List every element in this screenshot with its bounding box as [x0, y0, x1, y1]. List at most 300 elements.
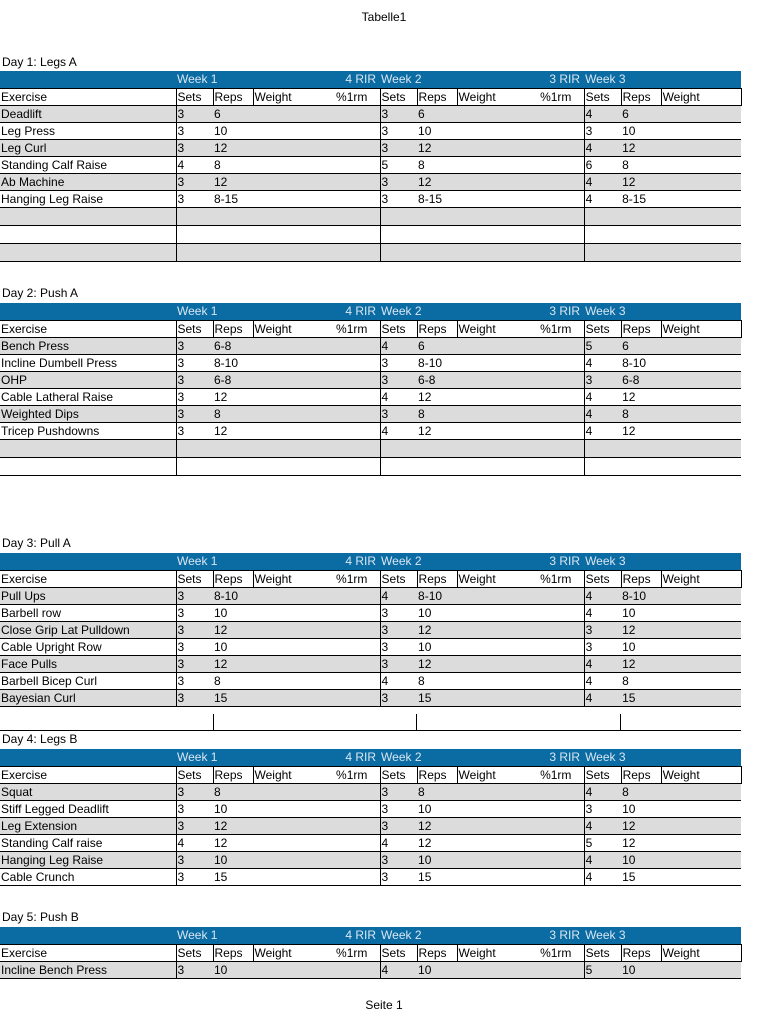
sets-cell[interactable]: 4	[584, 672, 621, 689]
weight-cell[interactable]	[661, 405, 741, 422]
empty-cell[interactable]	[0, 225, 176, 243]
reps-cell[interactable]: 10	[213, 800, 253, 817]
sets-cell[interactable]: 3	[380, 655, 417, 672]
reps-cell[interactable]: 12	[417, 139, 457, 156]
sets-cell[interactable]: 3	[380, 783, 417, 800]
reps-cell[interactable]: 12	[417, 173, 457, 190]
reps-cell[interactable]: 8	[213, 672, 253, 689]
reps-cell[interactable]: 12	[621, 655, 661, 672]
weight-cell[interactable]	[661, 122, 741, 139]
weight-cell[interactable]	[253, 834, 335, 851]
reps-cell[interactable]: 10	[417, 604, 457, 621]
sets-cell[interactable]: 3	[176, 371, 213, 388]
rm-cell[interactable]	[539, 190, 584, 207]
sets-cell[interactable]: 3	[584, 800, 621, 817]
weight-cell[interactable]	[457, 354, 539, 371]
weight-cell[interactable]	[253, 156, 335, 173]
sets-cell[interactable]: 3	[380, 190, 417, 207]
empty-cell[interactable]	[380, 439, 584, 457]
weight-cell[interactable]	[253, 604, 335, 621]
empty-cell[interactable]	[176, 225, 380, 243]
exercise-name[interactable]: Leg Press	[0, 122, 176, 139]
sets-cell[interactable]: 4	[584, 868, 621, 885]
weight-cell[interactable]	[457, 371, 539, 388]
rm-cell[interactable]	[539, 783, 584, 800]
sets-cell[interactable]: 4	[176, 156, 213, 173]
rm-cell[interactable]	[539, 961, 584, 978]
sets-cell[interactable]: 3	[176, 405, 213, 422]
sets-cell[interactable]: 3	[176, 638, 213, 655]
weight-cell[interactable]	[253, 354, 335, 371]
rm-cell[interactable]	[539, 156, 584, 173]
reps-cell[interactable]: 8	[213, 405, 253, 422]
sets-cell[interactable]: 3	[176, 173, 213, 190]
sets-cell[interactable]: 3	[176, 122, 213, 139]
sets-cell[interactable]: 4	[584, 587, 621, 604]
sets-cell[interactable]: 3	[584, 122, 621, 139]
reps-cell[interactable]: 15	[417, 868, 457, 885]
exercise-name[interactable]: Close Grip Lat Pulldown	[0, 621, 176, 638]
reps-cell[interactable]: 10	[213, 851, 253, 868]
weight-cell[interactable]	[661, 354, 741, 371]
sets-cell[interactable]: 5	[584, 961, 621, 978]
exercise-name[interactable]: Weighted Dips	[0, 405, 176, 422]
sets-cell[interactable]: 3	[176, 689, 213, 706]
sets-cell[interactable]: 3	[380, 173, 417, 190]
rm-cell[interactable]	[335, 800, 380, 817]
rm-cell[interactable]	[335, 173, 380, 190]
rm-cell[interactable]	[539, 139, 584, 156]
weight-cell[interactable]	[457, 337, 539, 354]
weight-cell[interactable]	[253, 689, 335, 706]
reps-cell[interactable]: 10	[621, 961, 661, 978]
reps-cell[interactable]: 12	[213, 388, 253, 405]
reps-cell[interactable]: 12	[417, 655, 457, 672]
reps-cell[interactable]: 12	[213, 655, 253, 672]
exercise-name[interactable]: OHP	[0, 371, 176, 388]
rm-cell[interactable]	[539, 655, 584, 672]
sets-cell[interactable]: 3	[176, 672, 213, 689]
empty-cell[interactable]	[584, 207, 741, 225]
reps-cell[interactable]: 8	[621, 672, 661, 689]
weight-cell[interactable]	[457, 961, 539, 978]
weight-cell[interactable]	[457, 388, 539, 405]
weight-cell[interactable]	[253, 371, 335, 388]
empty-cell[interactable]	[176, 439, 380, 457]
weight-cell[interactable]	[457, 587, 539, 604]
sets-cell[interactable]: 3	[380, 689, 417, 706]
sets-cell[interactable]: 3	[176, 587, 213, 604]
weight-cell[interactable]	[661, 604, 741, 621]
rm-cell[interactable]	[539, 834, 584, 851]
reps-cell[interactable]: 8	[417, 783, 457, 800]
sets-cell[interactable]: 3	[176, 868, 213, 885]
exercise-name[interactable]: Barbell Bicep Curl	[0, 672, 176, 689]
rm-cell[interactable]	[335, 672, 380, 689]
weight-cell[interactable]	[253, 800, 335, 817]
weight-cell[interactable]	[457, 800, 539, 817]
weight-cell[interactable]	[661, 621, 741, 638]
reps-cell[interactable]: 12	[621, 139, 661, 156]
empty-cell[interactable]	[0, 439, 176, 457]
sets-cell[interactable]: 3	[380, 851, 417, 868]
weight-cell[interactable]	[661, 173, 741, 190]
weight-cell[interactable]	[253, 122, 335, 139]
exercise-name[interactable]: Pull Ups	[0, 587, 176, 604]
rm-cell[interactable]	[335, 122, 380, 139]
sets-cell[interactable]: 3	[176, 337, 213, 354]
rm-cell[interactable]	[335, 587, 380, 604]
sets-cell[interactable]: 3	[380, 621, 417, 638]
rm-cell[interactable]	[539, 173, 584, 190]
reps-cell[interactable]: 8-15	[213, 190, 253, 207]
weight-cell[interactable]	[661, 834, 741, 851]
weight-cell[interactable]	[661, 638, 741, 655]
weight-cell[interactable]	[457, 105, 539, 122]
reps-cell[interactable]: 10	[417, 638, 457, 655]
reps-cell[interactable]: 8-10	[213, 354, 253, 371]
rm-cell[interactable]	[539, 587, 584, 604]
weight-cell[interactable]	[253, 638, 335, 655]
exercise-name[interactable]: Tricep Pushdowns	[0, 422, 176, 439]
weight-cell[interactable]	[457, 689, 539, 706]
weight-cell[interactable]	[661, 422, 741, 439]
sets-cell[interactable]: 3	[176, 388, 213, 405]
rm-cell[interactable]	[539, 337, 584, 354]
weight-cell[interactable]	[253, 817, 335, 834]
weight-cell[interactable]	[457, 422, 539, 439]
sets-cell[interactable]: 4	[380, 422, 417, 439]
sets-cell[interactable]: 3	[380, 868, 417, 885]
weight-cell[interactable]	[253, 190, 335, 207]
blank-row[interactable]	[0, 714, 741, 731]
rm-cell[interactable]	[335, 783, 380, 800]
empty-cell[interactable]	[380, 225, 584, 243]
sets-cell[interactable]: 3	[176, 851, 213, 868]
reps-cell[interactable]: 8-10	[621, 587, 661, 604]
reps-cell[interactable]: 10	[417, 961, 457, 978]
exercise-name[interactable]: Incline Dumbell Press	[0, 354, 176, 371]
weight-cell[interactable]	[457, 122, 539, 139]
rm-cell[interactable]	[335, 190, 380, 207]
weight-cell[interactable]	[253, 655, 335, 672]
weight-cell[interactable]	[457, 190, 539, 207]
reps-cell[interactable]: 15	[417, 689, 457, 706]
rm-cell[interactable]	[335, 689, 380, 706]
rm-cell[interactable]	[539, 354, 584, 371]
reps-cell[interactable]: 12	[417, 422, 457, 439]
reps-cell[interactable]: 10	[417, 800, 457, 817]
reps-cell[interactable]: 12	[621, 422, 661, 439]
sets-cell[interactable]: 4	[584, 173, 621, 190]
rm-cell[interactable]	[539, 405, 584, 422]
weight-cell[interactable]	[457, 156, 539, 173]
exercise-name[interactable]: Cable Upright Row	[0, 638, 176, 655]
sets-cell[interactable]: 5	[584, 337, 621, 354]
reps-cell[interactable]: 10	[621, 800, 661, 817]
sets-cell[interactable]: 3	[176, 105, 213, 122]
reps-cell[interactable]: 12	[621, 173, 661, 190]
sets-cell[interactable]: 4	[380, 961, 417, 978]
weight-cell[interactable]	[253, 422, 335, 439]
sets-cell[interactable]: 4	[380, 672, 417, 689]
sets-cell[interactable]: 3	[380, 139, 417, 156]
rm-cell[interactable]	[335, 105, 380, 122]
weight-cell[interactable]	[253, 139, 335, 156]
rm-cell[interactable]	[539, 371, 584, 388]
reps-cell[interactable]: 15	[621, 868, 661, 885]
weight-cell[interactable]	[661, 961, 741, 978]
exercise-name[interactable]: Cable Latheral Raise	[0, 388, 176, 405]
rm-cell[interactable]	[335, 371, 380, 388]
empty-cell[interactable]	[0, 457, 176, 475]
weight-cell[interactable]	[253, 405, 335, 422]
reps-cell[interactable]: 6	[621, 105, 661, 122]
reps-cell[interactable]: 12	[417, 388, 457, 405]
reps-cell[interactable]: 8	[417, 672, 457, 689]
weight-cell[interactable]	[457, 851, 539, 868]
sets-cell[interactable]: 4	[584, 604, 621, 621]
weight-cell[interactable]	[253, 851, 335, 868]
sets-cell[interactable]: 3	[176, 655, 213, 672]
reps-cell[interactable]: 8	[621, 156, 661, 173]
sets-cell[interactable]: 3	[380, 122, 417, 139]
sets-cell[interactable]: 4	[176, 834, 213, 851]
rm-cell[interactable]	[539, 105, 584, 122]
empty-cell[interactable]	[176, 457, 380, 475]
exercise-name[interactable]: Ab Machine	[0, 173, 176, 190]
reps-cell[interactable]: 8	[621, 783, 661, 800]
sets-cell[interactable]: 3	[176, 783, 213, 800]
weight-cell[interactable]	[457, 139, 539, 156]
reps-cell[interactable]: 6-8	[213, 371, 253, 388]
reps-cell[interactable]: 12	[417, 817, 457, 834]
empty-cell[interactable]	[0, 207, 176, 225]
reps-cell[interactable]: 6	[213, 105, 253, 122]
rm-cell[interactable]	[539, 851, 584, 868]
sets-cell[interactable]: 3	[176, 621, 213, 638]
weight-cell[interactable]	[457, 173, 539, 190]
sets-cell[interactable]: 4	[584, 783, 621, 800]
reps-cell[interactable]: 6-8	[621, 371, 661, 388]
sets-cell[interactable]: 4	[584, 422, 621, 439]
reps-cell[interactable]: 12	[213, 817, 253, 834]
sets-cell[interactable]: 3	[380, 354, 417, 371]
exercise-name[interactable]: Hanging Leg Raise	[0, 851, 176, 868]
weight-cell[interactable]	[253, 783, 335, 800]
rm-cell[interactable]	[539, 388, 584, 405]
sets-cell[interactable]: 3	[380, 638, 417, 655]
reps-cell[interactable]: 12	[213, 621, 253, 638]
sets-cell[interactable]: 4	[584, 139, 621, 156]
weight-cell[interactable]	[661, 337, 741, 354]
weight-cell[interactable]	[457, 604, 539, 621]
weight-cell[interactable]	[457, 655, 539, 672]
rm-cell[interactable]	[335, 405, 380, 422]
rm-cell[interactable]	[539, 689, 584, 706]
weight-cell[interactable]	[457, 783, 539, 800]
reps-cell[interactable]: 10	[213, 961, 253, 978]
sets-cell[interactable]: 4	[380, 388, 417, 405]
weight-cell[interactable]	[253, 173, 335, 190]
exercise-name[interactable]: Incline Bench Press	[0, 961, 176, 978]
rm-cell[interactable]	[539, 817, 584, 834]
weight-cell[interactable]	[253, 105, 335, 122]
reps-cell[interactable]: 12	[621, 621, 661, 638]
reps-cell[interactable]: 10	[621, 122, 661, 139]
exercise-name[interactable]: Bayesian Curl	[0, 689, 176, 706]
empty-cell[interactable]	[176, 243, 380, 261]
reps-cell[interactable]: 12	[213, 173, 253, 190]
sets-cell[interactable]: 4	[380, 337, 417, 354]
reps-cell[interactable]: 6-8	[417, 371, 457, 388]
rm-cell[interactable]	[335, 337, 380, 354]
empty-cell[interactable]	[0, 243, 176, 261]
rm-cell[interactable]	[539, 638, 584, 655]
rm-cell[interactable]	[335, 834, 380, 851]
weight-cell[interactable]	[661, 190, 741, 207]
reps-cell[interactable]: 10	[417, 122, 457, 139]
exercise-name[interactable]: Bench Press	[0, 337, 176, 354]
exercise-name[interactable]: Deadlift	[0, 105, 176, 122]
sets-cell[interactable]: 4	[584, 817, 621, 834]
reps-cell[interactable]: 8-10	[417, 587, 457, 604]
sets-cell[interactable]: 3	[176, 190, 213, 207]
reps-cell[interactable]: 6-8	[213, 337, 253, 354]
reps-cell[interactable]: 10	[621, 604, 661, 621]
sets-cell[interactable]: 3	[380, 800, 417, 817]
sets-cell[interactable]: 3	[380, 817, 417, 834]
weight-cell[interactable]	[661, 587, 741, 604]
weight-cell[interactable]	[253, 621, 335, 638]
sets-cell[interactable]: 4	[380, 834, 417, 851]
rm-cell[interactable]	[335, 156, 380, 173]
rm-cell[interactable]	[335, 655, 380, 672]
exercise-name[interactable]: Leg Curl	[0, 139, 176, 156]
exercise-name[interactable]: Standing Calf raise	[0, 834, 176, 851]
sets-cell[interactable]: 4	[380, 587, 417, 604]
rm-cell[interactable]	[335, 851, 380, 868]
exercise-name[interactable]: Hanging Leg Raise	[0, 190, 176, 207]
weight-cell[interactable]	[457, 868, 539, 885]
rm-cell[interactable]	[539, 672, 584, 689]
rm-cell[interactable]	[335, 961, 380, 978]
exercise-name[interactable]: Stiff Legged Deadlift	[0, 800, 176, 817]
weight-cell[interactable]	[661, 371, 741, 388]
reps-cell[interactable]: 12	[621, 817, 661, 834]
reps-cell[interactable]: 10	[213, 122, 253, 139]
rm-cell[interactable]	[539, 422, 584, 439]
rm-cell[interactable]	[539, 604, 584, 621]
sets-cell[interactable]: 3	[380, 405, 417, 422]
reps-cell[interactable]: 6	[417, 105, 457, 122]
sets-cell[interactable]: 4	[584, 105, 621, 122]
sets-cell[interactable]: 3	[176, 139, 213, 156]
weight-cell[interactable]	[661, 672, 741, 689]
sets-cell[interactable]: 4	[584, 405, 621, 422]
sets-cell[interactable]: 4	[584, 190, 621, 207]
weight-cell[interactable]	[661, 851, 741, 868]
exercise-name[interactable]: Cable Crunch	[0, 868, 176, 885]
exercise-name[interactable]: Standing Calf Raise	[0, 156, 176, 173]
weight-cell[interactable]	[661, 783, 741, 800]
reps-cell[interactable]: 8-10	[417, 354, 457, 371]
reps-cell[interactable]: 12	[621, 388, 661, 405]
weight-cell[interactable]	[253, 672, 335, 689]
sets-cell[interactable]: 5	[380, 156, 417, 173]
empty-cell[interactable]	[176, 207, 380, 225]
rm-cell[interactable]	[539, 621, 584, 638]
empty-cell[interactable]	[584, 439, 741, 457]
reps-cell[interactable]: 8	[417, 405, 457, 422]
weight-cell[interactable]	[661, 689, 741, 706]
reps-cell[interactable]: 8	[213, 783, 253, 800]
reps-cell[interactable]: 12	[417, 834, 457, 851]
rm-cell[interactable]	[335, 422, 380, 439]
reps-cell[interactable]: 12	[213, 422, 253, 439]
reps-cell[interactable]: 6	[417, 337, 457, 354]
sets-cell[interactable]: 5	[584, 834, 621, 851]
sets-cell[interactable]: 3	[584, 371, 621, 388]
reps-cell[interactable]: 8-10	[621, 354, 661, 371]
sets-cell[interactable]: 3	[176, 604, 213, 621]
weight-cell[interactable]	[661, 139, 741, 156]
sets-cell[interactable]: 6	[584, 156, 621, 173]
sets-cell[interactable]: 3	[176, 800, 213, 817]
sets-cell[interactable]: 3	[380, 604, 417, 621]
rm-cell[interactable]	[335, 817, 380, 834]
sets-cell[interactable]: 3	[584, 621, 621, 638]
weight-cell[interactable]	[457, 834, 539, 851]
sets-cell[interactable]: 3	[584, 638, 621, 655]
empty-cell[interactable]	[584, 457, 741, 475]
reps-cell[interactable]: 10	[213, 638, 253, 655]
weight-cell[interactable]	[661, 388, 741, 405]
exercise-name[interactable]: Barbell row	[0, 604, 176, 621]
weight-cell[interactable]	[253, 337, 335, 354]
weight-cell[interactable]	[253, 868, 335, 885]
rm-cell[interactable]	[539, 868, 584, 885]
rm-cell[interactable]	[335, 354, 380, 371]
sets-cell[interactable]: 4	[584, 689, 621, 706]
reps-cell[interactable]: 10	[621, 638, 661, 655]
reps-cell[interactable]: 6	[621, 337, 661, 354]
reps-cell[interactable]: 12	[213, 139, 253, 156]
weight-cell[interactable]	[457, 621, 539, 638]
sets-cell[interactable]: 4	[584, 851, 621, 868]
reps-cell[interactable]: 10	[213, 604, 253, 621]
weight-cell[interactable]	[253, 961, 335, 978]
weight-cell[interactable]	[661, 156, 741, 173]
sets-cell[interactable]: 4	[584, 388, 621, 405]
sets-cell[interactable]: 4	[584, 655, 621, 672]
rm-cell[interactable]	[335, 621, 380, 638]
empty-cell[interactable]	[584, 243, 741, 261]
weight-cell[interactable]	[457, 405, 539, 422]
empty-cell[interactable]	[380, 457, 584, 475]
weight-cell[interactable]	[661, 105, 741, 122]
rm-cell[interactable]	[539, 800, 584, 817]
weight-cell[interactable]	[457, 638, 539, 655]
exercise-name[interactable]: Leg Extension	[0, 817, 176, 834]
sets-cell[interactable]: 3	[380, 371, 417, 388]
exercise-name[interactable]: Squat	[0, 783, 176, 800]
exercise-name[interactable]: Face Pulls	[0, 655, 176, 672]
rm-cell[interactable]	[335, 604, 380, 621]
sets-cell[interactable]: 3	[176, 817, 213, 834]
sets-cell[interactable]: 3	[176, 354, 213, 371]
reps-cell[interactable]: 8	[417, 156, 457, 173]
